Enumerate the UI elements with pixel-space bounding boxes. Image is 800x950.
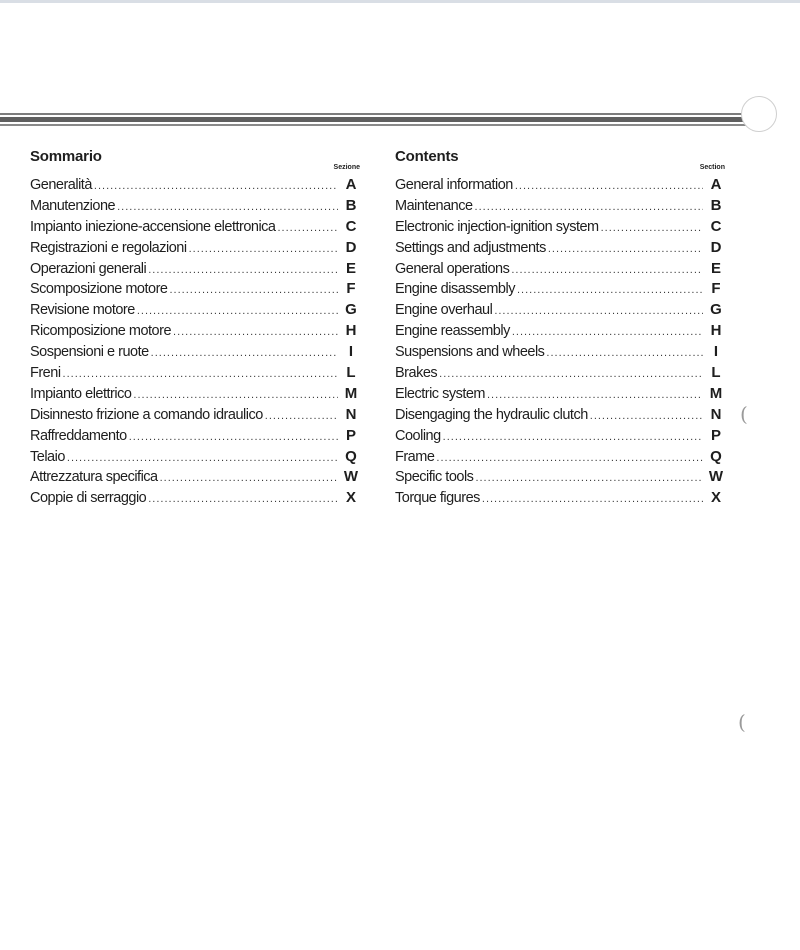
dot-leader: [511, 264, 703, 276]
toc-entry: [30, 176, 360, 197]
section-code: P: [710, 426, 721, 444]
toc-entry-label: Brakes: [395, 365, 438, 382]
toc-entry: [395, 448, 725, 469]
section-code: Q: [345, 447, 357, 465]
toc-entry-label: Cooling: [395, 427, 441, 444]
section-code: H: [345, 322, 357, 340]
dot-leader: [151, 347, 338, 359]
toc-entry: [30, 448, 360, 469]
toc-entry-label: Telaio: [30, 448, 65, 465]
toc-entry: [30, 301, 360, 322]
section-code: P: [345, 426, 356, 444]
section-code: B: [710, 196, 722, 214]
toc-entry-label: Impianto elettrico: [30, 385, 132, 402]
section-code: N: [345, 405, 357, 423]
toc-title: Sommario: [30, 148, 102, 165]
dot-leader: [515, 180, 703, 192]
dot-leader: [443, 431, 703, 443]
dot-leader: [439, 368, 703, 380]
toc-entry-label: Settings and adjustments: [395, 239, 546, 256]
toc-entry-label: Raffreddamento: [30, 427, 127, 444]
dot-leader: [148, 264, 338, 276]
dot-leader: [548, 243, 703, 255]
dot-leader: [133, 389, 338, 401]
toc-title: Contents: [395, 148, 459, 165]
section-code: G: [710, 301, 722, 319]
dot-leader: [482, 493, 703, 505]
toc-entry: [30, 406, 360, 427]
toc-entry-label: Ricomposizione motore: [30, 323, 172, 340]
section-code: C: [710, 217, 722, 235]
dot-leader: [590, 410, 703, 422]
toc-list: [395, 176, 725, 510]
toc-entry: [395, 364, 725, 385]
toc-list: [30, 176, 360, 510]
toc-entry-label: Electric system: [395, 385, 485, 402]
dot-leader: [129, 431, 338, 443]
section-column-header: Sezione: [333, 164, 360, 171]
toc-entry-label: Torque figures: [395, 490, 480, 507]
toc-entry-label: Suspensions and wheels: [395, 344, 545, 361]
section-code: E: [710, 259, 721, 277]
toc-entry: [395, 427, 725, 448]
toc-entry-label: Disinnesto frizione a comando idraulico: [30, 406, 263, 423]
dot-leader: [546, 347, 703, 359]
toc-entry-label: Manutenzione: [30, 197, 116, 214]
toc-entry-label: Engine disassembly: [395, 281, 515, 298]
toc-entry: [395, 218, 725, 239]
toc-entry: [395, 260, 725, 281]
toc-entry: [395, 343, 725, 364]
section-column-header: Section: [699, 164, 725, 171]
section-code: X: [710, 489, 721, 507]
toc-entry-label: Engine reassembly: [395, 323, 510, 340]
toc-entry-label: Engine overhaul: [395, 302, 493, 319]
toc-entry: [30, 218, 360, 239]
toc-entry: [30, 489, 360, 510]
section-code: W: [343, 468, 359, 486]
toc-entry: [395, 176, 725, 197]
section-code: G: [345, 301, 357, 319]
toc-entry: [395, 301, 725, 322]
toc-entry-label: Electronic injection-ignition system: [395, 218, 599, 235]
dot-leader: [94, 180, 338, 192]
toc-entry: [395, 322, 725, 343]
dot-leader: [160, 472, 338, 484]
section-code: C: [345, 217, 357, 235]
toc-entry-label: Generalità: [30, 177, 92, 193]
toc-entry-label: General operations: [395, 260, 510, 277]
section-code: A: [345, 176, 357, 193]
section-code: M: [344, 384, 358, 402]
dot-leader: [265, 410, 338, 422]
section-code: W: [708, 468, 724, 486]
dot-leader: [475, 472, 703, 484]
section-code: X: [345, 489, 356, 507]
toc-entry: [30, 239, 360, 260]
section-code: D: [710, 238, 722, 256]
toc-entry: [395, 489, 725, 510]
dot-leader: [170, 284, 339, 296]
toc-entry: [395, 239, 725, 260]
section-code: B: [345, 196, 357, 214]
toc-entry-label: Registrazioni e regolazioni: [30, 239, 187, 256]
section-code: F: [711, 280, 721, 298]
dot-leader: [494, 305, 703, 317]
toc-entry-label: Frame: [395, 448, 435, 465]
section-code: F: [346, 280, 356, 298]
dot-leader: [173, 326, 338, 338]
toc-entry: [395, 468, 725, 489]
toc-entry: [30, 260, 360, 281]
section-code: N: [710, 405, 722, 423]
dot-leader: [189, 243, 338, 255]
dot-leader: [487, 389, 703, 401]
toc-entry: [30, 385, 360, 406]
toc-entry: [30, 322, 360, 343]
header-rule: [0, 111, 770, 131]
dot-leader: [475, 201, 703, 213]
dot-leader: [148, 493, 338, 505]
dot-leader: [601, 222, 703, 234]
toc-entry-label: Coppie di serraggio: [30, 490, 147, 507]
dot-leader: [63, 368, 338, 380]
toc-entry: [395, 280, 725, 301]
toc-entry-label: Attrezzatura specifica: [30, 469, 158, 486]
section-code: I: [348, 343, 354, 361]
binder-hole: [741, 96, 777, 132]
dot-leader: [137, 305, 338, 317]
toc-entry: [30, 468, 360, 489]
toc-english: [395, 148, 725, 507]
dot-leader: [512, 326, 703, 338]
section-code: L: [346, 364, 356, 382]
dot-leader: [517, 284, 703, 296]
dot-leader: [67, 452, 338, 464]
toc-entry: [30, 197, 360, 218]
toc-entry: [30, 280, 360, 301]
dot-leader: [436, 452, 703, 464]
section-code: D: [345, 238, 357, 256]
toc-entry: [395, 406, 725, 427]
toc-entry-label: Maintenance: [395, 197, 473, 214]
toc-entry-label: Operazioni generali: [30, 260, 147, 277]
dot-leader: [278, 222, 339, 234]
dot-leader: [117, 201, 338, 213]
section-code: E: [345, 259, 356, 277]
section-code: I: [713, 343, 719, 361]
toc-italian: [30, 148, 360, 507]
toc-entry: [30, 364, 360, 385]
section-code: M: [709, 384, 723, 402]
toc-entry-label: General information: [395, 177, 513, 193]
margin-mark: (: [740, 402, 748, 426]
toc-entry: [30, 427, 360, 448]
top-border: [0, 0, 800, 3]
toc-entry: [395, 197, 725, 218]
margin-mark: (: [738, 710, 746, 734]
section-code: H: [710, 322, 722, 340]
toc-entry-label: Sospensioni e ruote: [30, 344, 149, 361]
section-code: Q: [710, 447, 722, 465]
toc-entry-label: Disengaging the hydraulic clutch: [395, 406, 588, 423]
toc-entry-label: Specific tools: [395, 469, 474, 486]
toc-entry-label: Revisione motore: [30, 302, 135, 319]
toc-entry: [395, 385, 725, 406]
toc-entry: [30, 343, 360, 364]
section-code: A: [710, 176, 722, 193]
toc-entry-label: Freni: [30, 365, 61, 382]
toc-entry-label: Scomposizione motore: [30, 281, 168, 298]
section-code: L: [711, 364, 721, 382]
toc-entry-label: Impianto iniezione-accensione elettronica: [30, 218, 276, 235]
